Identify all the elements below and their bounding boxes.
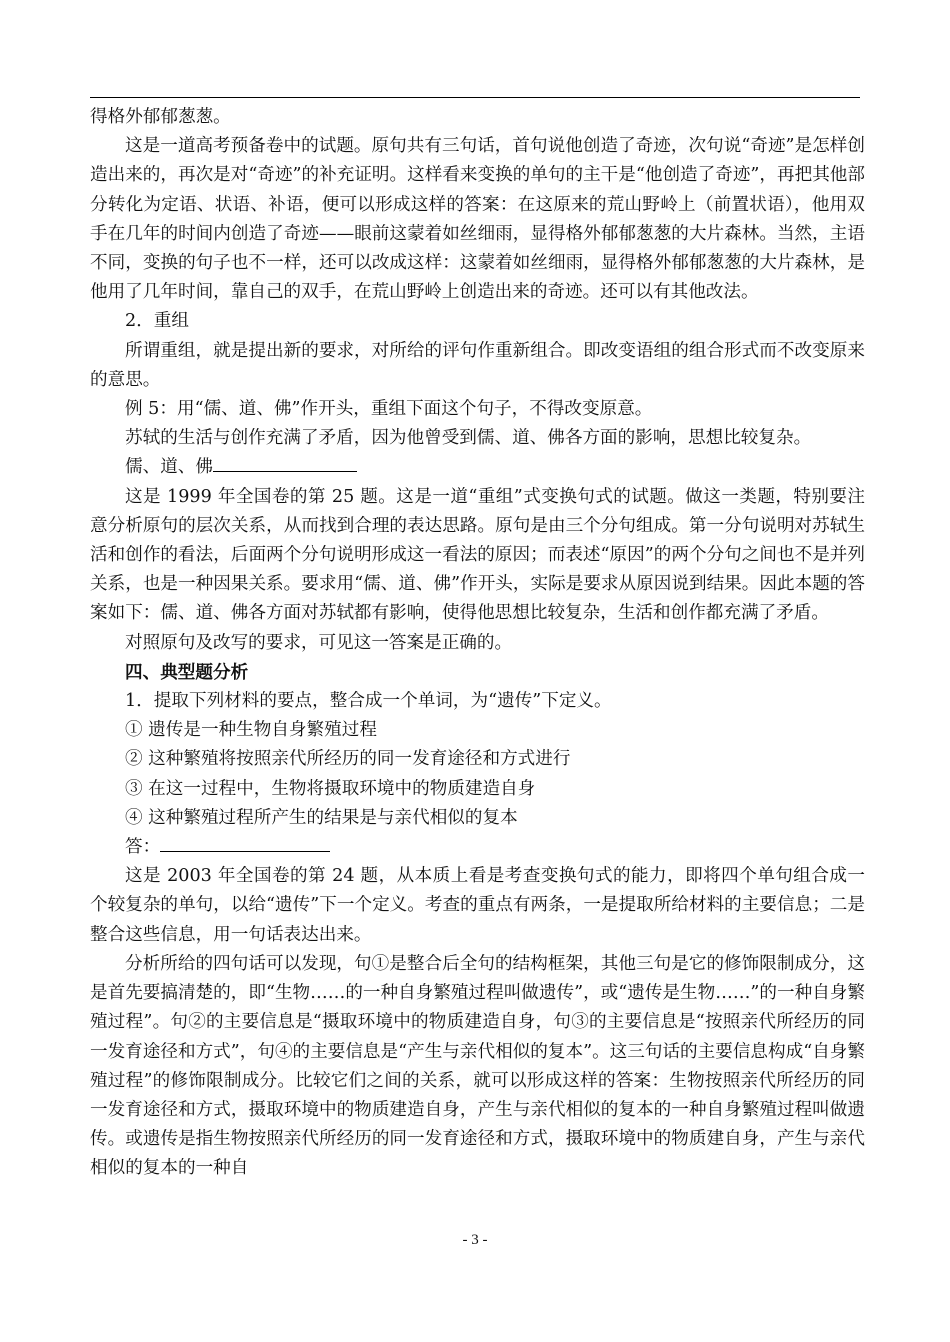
section-heading-typical: 四、典型题分析 [125,661,249,683]
paragraph-analysis-2: 这是 1999 年全国卷的第 25 题。这是一道“重组”式变换句式的试题。做这一类题，特别要注意分析原句的层次关系，从而找到合理的表达思路。原句是由三个分句组成。第一分句说明对苏轼生活和创作的看法，后面两个分句说明形成这一看法的原因；而表述“原因”的两个分句之间也不是并列关系，也是一种因果关系。要求用“儒、道、佛”作开头，实际是要求从原因说到结果。因此本题的答案如下：儒、道、佛各方面对苏轼都有影响，使得他思想比较复杂，生活和创作都充满了矛盾。 [90,486,865,624]
material-item-2: ② 这种繁殖将按照亲代所经历的同一发育途径和方式进行 [125,749,571,770]
paragraph-analysis-3: 这是 2003 年全国卷的第 24 题，从本质上看是考查变换句式的能力，即将四个单句组合成一个较复杂的单句，以给“遗传”下一个定义。考查的重点有两条，一是提取所给材料的主要信息；二是整合这些信息，用一句话表达出来。 [90,866,865,945]
example-5-sentence: 苏轼的生活与创作充满了矛盾，因为他曾受到儒、道、佛各方面的影响，思想比较复杂。 [125,428,812,449]
document-body [90,103,865,1184]
header-rule [90,97,860,98]
answer-blank [160,850,330,852]
paragraph-regroup-definition: 所谓重组，就是提出新的要求，对所给的评句作重新组合。即改变语组的组合形式而不改变原来的意思。 [90,340,865,390]
material-item-3: ③ 在这一过程中，生物将摄取环境中的物质建造自身 [125,778,536,799]
answer-label: 答： [125,837,161,858]
example-5-answer-line [90,453,865,482]
material-item-1: ① 遗传是一种生物自身繁殖过程 [125,720,377,741]
paragraph-analysis-4: 分析所给的四句话可以发现，句①是整合后全句的结构框架，其他三句是它的修饰限制成分，这是首先要搞清楚的，即“生物……的一种自身繁殖过程叫做遗传”，或“遗传是生物……”的一种自身繁殖过程”。句②的主要信息是“摄取环境中的物质建造自身，句③的主要信息是“按照亲代所经历的同一发育途径和方式”，句④的主要信息是“产生与亲代相似的复本”。这三句话的主要信息构成“自身繁殖过程”的修饰限制成分。比较它们之间的关系，就可以形成这样的答案：生物按照亲代所经历的同一发育途径和方式，摄取环境中的物质建造自身，产生与亲代相似的复本的一种自身繁殖过程叫做遗传。或遗传是指生物按照亲代所经历的同一发育途径和方式，摄取环境中的物质建自身，产生与亲代相似的复本的一种自 [90,953,865,1179]
paragraph-conclusion: 对照原句及改写的要求，可见这一答案是正确的。 [125,632,513,653]
paragraph-continuation: 得格外郁郁葱葱。 [90,107,231,127]
material-item-4: ④ 这种繁殖过程所产生的结果是与亲代相似的复本 [125,807,518,828]
answer-blank [213,470,357,472]
question-1-answer-line [90,833,865,862]
answer-lead: 儒、道、佛 [125,457,213,478]
example-5-prompt: 例 5：用“儒、道、佛”作开头，重组下面这个句子，不得改变原意。 [125,399,653,420]
page-number: - 3 - [462,1232,488,1248]
question-1-prompt: 1．提取下列材料的要点，整合成一个单词，为“遗传”下定义。 [125,691,612,712]
section-heading-regroup: 2．重组 [125,311,189,332]
paragraph-analysis-1: 这是一道高考预备卷中的试题。原句共有三句话，首句说他创造了奇迹，次句说“奇迹”是怎样创造出来的，再次是对“奇迹”的补充证明。这样看来变换的单句的主干是“他创造了奇迹”，再把其他部分转化为定语、状语、补语，便可以形成这样的答案：在这原来的荒山野岭上（前置状语），他用双手在几年的时间内创造了奇迹——眼前这蒙着如丝细雨，显得格外郁郁葱葱的大片森林。当然，主语不同，变换的句子也不一样，还可以改成这样：这蒙着如丝细雨，显得格外郁郁葱葱的大片森林，是他用了几年时间，靠自己的双手，在荒山野岭上创造出来的奇迹。还可以有其他改法。 [90,136,865,303]
